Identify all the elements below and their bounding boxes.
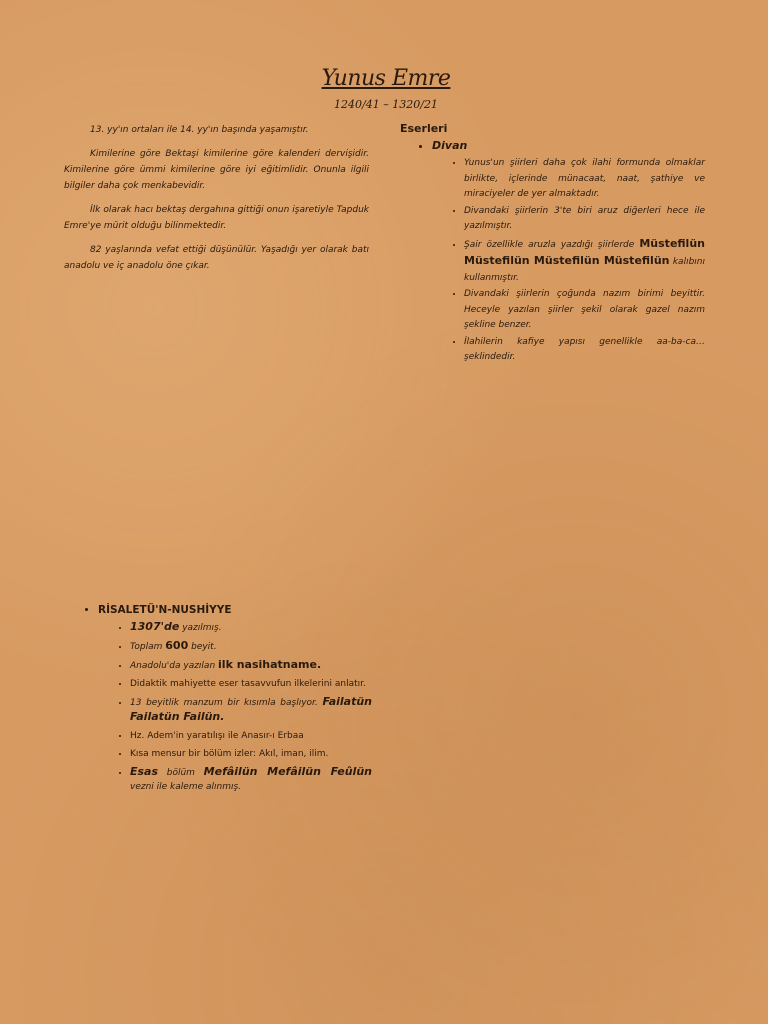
item-text: 13 beyitlik manzum bir kısımla başlıyor.: [130, 698, 318, 708]
list-item: [130, 620, 372, 635]
item-bold: Failatün Failatün Failün.: [130, 695, 372, 723]
bio-paragraph-2: Kimilerine göre Bektaşi kimilerine göre kalenderi dervişidir. Kimilerine göre ümmi kimilerine göre iyi eğitimlidir. Onunla ilgili bilgiler daha çok menkabevidir.: [64, 149, 369, 191]
list-item: [130, 765, 372, 794]
list-item: [464, 236, 705, 287]
bio-paragraph-1: 13. yy'ın ortaları ile 14. yy'ın başında yaşamıştır.: [90, 125, 309, 135]
list-item: • Didaktik mahiyette eser tasavvufun ilkelerini anlatır.: [130, 677, 372, 691]
item-text: bölüm: [166, 768, 195, 778]
divan-sublist: [432, 156, 705, 366]
list-item-divan: [432, 139, 705, 366]
list-item: • Kısa mensur bir bölüm izler: Akıl, iman, ilim.: [130, 747, 372, 761]
works-heading: Eserleri: [400, 122, 448, 135]
item-bold: Esas: [130, 765, 159, 778]
item-text: Toplam: [130, 642, 163, 652]
list-item: • Divandaki şiirlerin 3'te biri aruz diğerleri hece ile yazılmıştır.: [464, 204, 705, 235]
item-bold: ilk nasihatname.: [218, 658, 322, 671]
list-item-risale: [98, 604, 372, 794]
bio-paragraph-3: İlk olarak hacı bektaş dergahına gittiği onun işaretiyle Tapduk Emre'ye mürit olduğu bilinmektedir.: [64, 205, 369, 231]
list-item: [130, 695, 372, 725]
risale-list: [64, 604, 372, 794]
list-item: • Divandaki şiirlerin çoğunda nazım birimi beyittir. Heceyle yazılan şiirler şekil olarak gazel nazım şekline benzer.: [464, 287, 705, 334]
bio-paragraph-4: 82 yaşlarında vefat ettiği düşünülür. Yaşadığı yer olarak batı anadolu ve iç anadolu öne çıkar.: [64, 245, 369, 271]
risale-sublist: [98, 620, 372, 794]
item-text: yazılmış.: [182, 623, 222, 633]
works-list: [400, 139, 705, 366]
item-text: Şair özellikle aruzla yazdığı şiirlerde: [464, 239, 635, 250]
item-text: Anadolu'da yazılan: [130, 661, 216, 671]
risale-title: RİSALETÜ'N-NUSHİYYE: [98, 604, 232, 616]
meter-text: Müstefilün Müstefilün Müstefilün Müstefilün: [464, 236, 705, 267]
list-item: [130, 639, 372, 654]
page-title: Yunus Emre: [321, 66, 451, 91]
item-text: beyit.: [191, 642, 217, 652]
works-section: [400, 122, 705, 367]
list-item: • Hz. Adem'in yaratılışı ile Anasır-ı Erbaa: [130, 729, 372, 743]
divan-label: Divan: [432, 139, 468, 152]
dates-subtitle: 1240/41 – 1320/21: [334, 98, 438, 111]
item-bold: 600: [165, 639, 189, 652]
risale-section: [64, 604, 372, 798]
biography-section: [64, 122, 369, 282]
list-item: • İlahilerin kafiye yapısı genellikle aa-ba-ca… şeklindedir.: [464, 335, 705, 366]
item-text: kalıbını kullanmıştır.: [464, 257, 705, 283]
list-item: • Yunus'un şiirleri daha çok ilahi formunda olmaklar birlikte, içlerinde münacaat, naat, şathiye ve miraciyeler de yer almaktadır.: [464, 156, 705, 203]
item-text: vezni ile kaleme alınmış.: [130, 782, 242, 792]
item-bold: Mefâilün Mefâilün Feûlün: [203, 765, 372, 778]
list-item: [130, 658, 372, 673]
item-bold: 1307'de: [130, 620, 180, 633]
